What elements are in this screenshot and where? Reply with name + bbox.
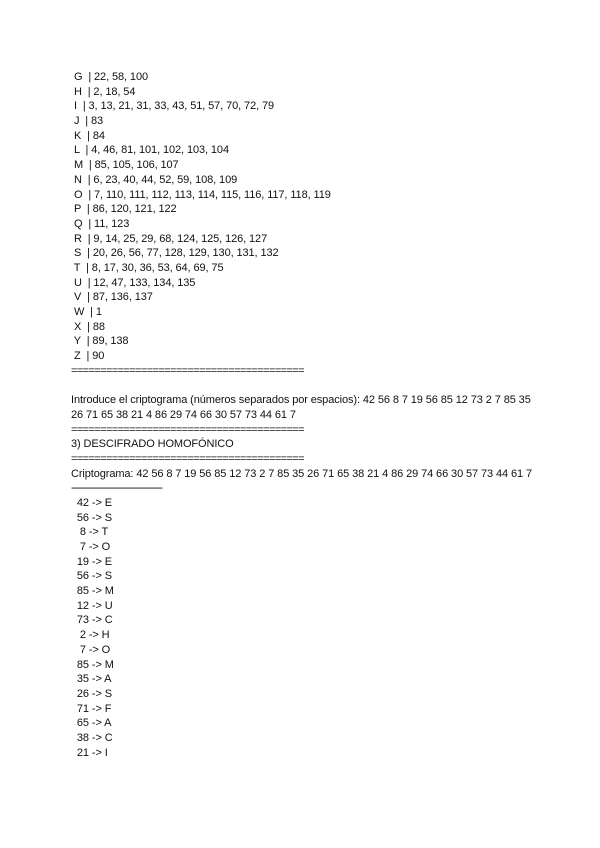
table-row: I | 3, 13, 21, 31, 33, 43, 51, 57, 70, 72, 79: [71, 100, 275, 113]
separator-line: ========================================: [71, 364, 304, 377]
cryptogram-line: Criptograma: 42 56 8 7 19 56 85 12 73 2 7 85 35 26 71 65 38 21 4 86 29 74 66 30 57 73 44 61 7: [71, 467, 533, 480]
table-row: Q | 11, 123: [71, 217, 130, 230]
list-item: 19 -> E: [71, 555, 112, 568]
list-item: 21 -> I: [71, 746, 108, 759]
table-row: V | 87, 136, 137: [71, 291, 153, 304]
table-row: K | 84: [71, 129, 105, 142]
blank-line: [71, 378, 541, 393]
list-item: 42 -> E: [71, 496, 112, 509]
table-row: X | 88: [71, 320, 105, 333]
mapping-list: [71, 496, 541, 760]
list-item: 73 -> C: [71, 614, 113, 627]
separator-line: ========================================: [71, 452, 304, 465]
list-item: 56 -> S: [71, 511, 112, 524]
table-row: W | 1: [71, 306, 102, 318]
list-item: 85 -> M: [71, 658, 114, 671]
table-row: S | 20, 26, 56, 77, 128, 129, 130, 131, 132: [71, 247, 279, 260]
table-row: G | 22, 58, 100: [71, 71, 148, 83]
table-row: N | 6, 23, 40, 44, 52, 59, 108, 109: [71, 173, 238, 186]
input-prompt: Introduce el criptograma (números separados por espacios): 42 56 8 7 19 56 85 12 73 2 7 85 35 26 71 65 38 21 4 86 29 74 66 30 57 73 44 61 7: [71, 394, 531, 421]
table-row: P | 86, 120, 121, 122: [71, 203, 177, 216]
table-row: Z | 90: [71, 350, 105, 363]
list-item: 38 -> C: [71, 731, 113, 744]
homophonic-table: [71, 70, 541, 364]
list-item: 56 -> S: [71, 570, 112, 583]
table-row: U | 12, 47, 133, 134, 135: [71, 276, 196, 289]
separator-line: ========================================: [71, 423, 304, 436]
table-row: T | 8, 17, 30, 36, 53, 64, 69, 75: [71, 261, 224, 274]
section-title: 3) DESCIFRADO HOMOFÓNICO: [71, 438, 234, 451]
table-row: J | 83: [71, 115, 104, 128]
list-item: 26 -> S: [71, 687, 112, 700]
list-item: 65 -> A: [71, 717, 112, 730]
console-output: [71, 70, 541, 760]
table-row: O | 7, 110, 111, 112, 113, 114, 115, 116, 117, 118, 119: [71, 188, 331, 201]
list-item: 35 -> A: [71, 673, 112, 686]
list-item: 7 -> O: [71, 541, 111, 554]
list-item: 7 -> O: [71, 643, 111, 656]
table-row: Y | 89, 138: [71, 335, 129, 348]
list-item: 2 -> H: [71, 629, 110, 642]
table-row: R | 9, 14, 25, 29, 68, 124, 125, 126, 127: [71, 232, 268, 245]
list-item: 71 -> F: [71, 702, 112, 715]
list-item: 12 -> U: [71, 599, 113, 612]
table-row: H | 2, 18, 54: [71, 85, 136, 98]
dash-separator: ----------------------------------------: [71, 482, 162, 495]
table-row: L | 4, 46, 81, 101, 102, 103, 104: [71, 144, 229, 157]
list-item: 85 -> M: [71, 585, 114, 598]
list-item: 8 -> T: [71, 526, 109, 539]
table-row: M | 85, 105, 106, 107: [71, 159, 179, 172]
